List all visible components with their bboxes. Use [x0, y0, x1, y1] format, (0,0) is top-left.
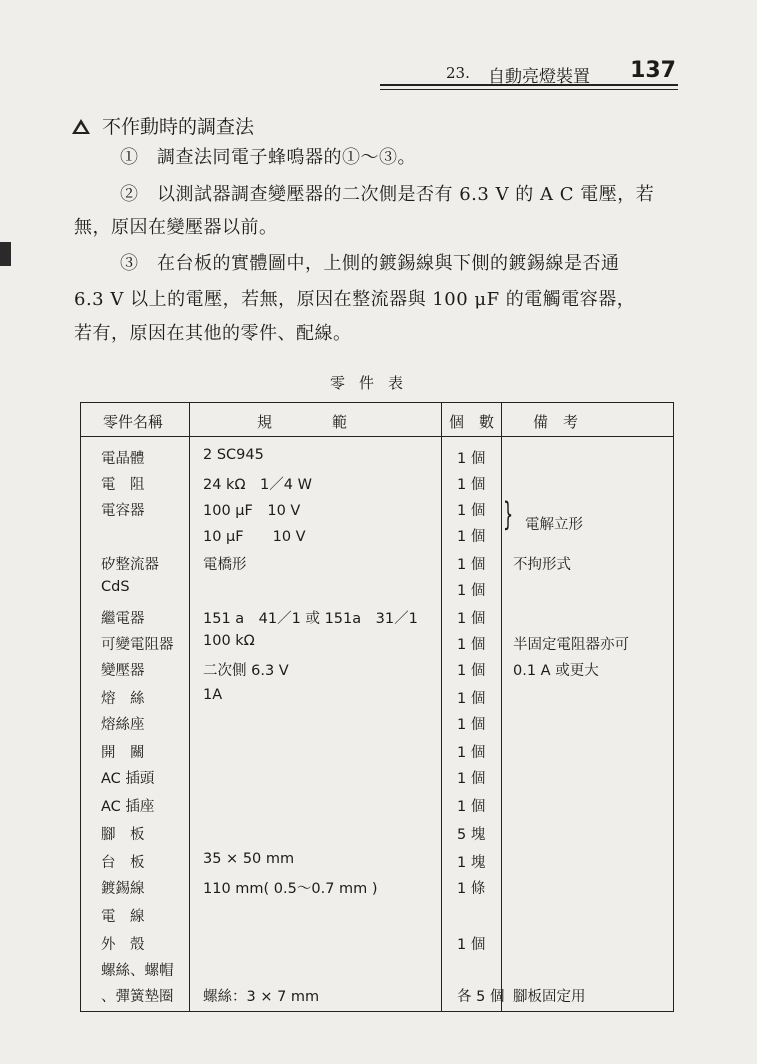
- row-name: 電 阻: [101, 477, 145, 493]
- row-qty: 1 條: [457, 881, 486, 897]
- row-name: 、彈簧墊圈: [101, 989, 174, 1005]
- row-qty: 1 個: [457, 637, 486, 653]
- chapter-title: 自動亮燈裝置: [488, 67, 590, 87]
- running-header: [380, 58, 678, 88]
- row-note: 0.1 A 或更大: [513, 663, 599, 679]
- row-name: 矽整流器: [101, 557, 159, 573]
- header-qty: 個 數: [449, 413, 495, 431]
- row-note: 半固定電阻器亦可: [513, 637, 629, 653]
- row-qty: 1 個: [457, 451, 486, 467]
- binding-mark: [0, 242, 11, 266]
- row-spec: 二次側 6.3 V: [203, 663, 289, 679]
- table-header-rule: [81, 436, 673, 437]
- table-divider: [441, 403, 442, 1011]
- row-note: 不拘形式: [513, 557, 571, 573]
- row-name: 鍍錫線: [101, 881, 145, 897]
- row-name: 電容器: [101, 503, 145, 519]
- header-rule: [380, 84, 678, 90]
- row-spec: 110 mm( 0.5～0.7 mm ): [203, 881, 378, 897]
- parts-table: [80, 402, 674, 1012]
- row-name: AC 插頭: [101, 771, 155, 787]
- row-name: 熔 絲: [101, 691, 145, 707]
- chapter-number: 23.: [446, 64, 470, 82]
- row-spec: 2 SC945: [203, 447, 264, 463]
- row-qty: 1 個: [457, 529, 486, 545]
- row-qty: 1 個: [457, 477, 486, 493]
- row-qty: 5 塊: [457, 827, 486, 843]
- row-spec: 螺絲：3 × 7 mm: [203, 989, 320, 1005]
- brace-note: 電解立形: [525, 517, 583, 533]
- row-spec: 35 × 50 mm: [203, 851, 295, 867]
- row-qty: 1 個: [457, 557, 486, 573]
- header-note: 備 考: [533, 413, 579, 431]
- row-spec: 10 μF 10 V: [203, 529, 306, 545]
- row-spec: 電橋形: [203, 557, 247, 573]
- row-name: 可變電阻器: [101, 637, 174, 653]
- paragraph-step-2-line-1: ② 以測試器調查變壓器的二次側是否有 6.3 V 的 A C 電壓，若: [120, 184, 655, 205]
- paragraph-step-3-line-2: 6.3 V 以上的電壓，若無，原因在整流器與 100 μF 的電觸電容器，: [74, 289, 636, 310]
- row-spec: 100 kΩ: [203, 633, 255, 649]
- row-name: 變壓器: [101, 663, 145, 679]
- row-qty: 1 個: [457, 663, 486, 679]
- row-qty: 1 個: [457, 937, 486, 953]
- section-heading-text: 不作動時的調查法: [102, 116, 255, 138]
- row-name: 螺絲、螺帽: [101, 963, 174, 979]
- row-qty: 1 個: [457, 799, 486, 815]
- row-name: 電晶體: [101, 451, 145, 467]
- section-heading: [72, 112, 254, 139]
- row-qty: 1 塊: [457, 855, 486, 871]
- paragraph-step-3-line-1: ③ 在台板的實體圖中，上側的鍍錫線與下側的鍍錫線是否通: [120, 253, 620, 274]
- row-spec: 1A: [203, 687, 223, 703]
- brace-icon: }: [503, 495, 514, 533]
- row-name: AC 插座: [101, 799, 155, 815]
- row-qty: 1 個: [457, 503, 486, 519]
- table-title: 零件表: [330, 374, 418, 392]
- header-spec: 規 範: [257, 413, 348, 431]
- row-note: 腳板固定用: [513, 989, 586, 1005]
- row-name: 外 殼: [101, 937, 145, 953]
- row-qty: 1 個: [457, 771, 486, 787]
- header-name: 零件名稱: [103, 413, 164, 431]
- triangle-icon: [72, 119, 90, 134]
- row-name: 開 關: [101, 745, 145, 761]
- table-divider: [189, 403, 190, 1011]
- row-qty: 1 個: [457, 691, 486, 707]
- row-qty: 1 個: [457, 611, 486, 627]
- row-name: 台 板: [101, 855, 145, 871]
- paragraph-step-1: ① 調查法同電子蜂鳴器的①～③。: [120, 147, 416, 168]
- row-qty: 1 個: [457, 583, 486, 599]
- row-name: 電 線: [101, 909, 145, 925]
- row-qty: 各 5 個: [457, 989, 505, 1005]
- row-spec: 151 a 41／1 或 151a 31／1: [203, 611, 418, 627]
- row-name: 腳 板: [101, 827, 145, 843]
- row-name: 繼電器: [101, 611, 145, 627]
- row-qty: 1 個: [457, 745, 486, 761]
- row-spec: 100 μF 10 V: [203, 503, 301, 519]
- row-spec: 24 kΩ 1／4 W: [203, 477, 312, 493]
- page-number: 137: [630, 58, 676, 83]
- row-name: CdS: [101, 579, 130, 595]
- row-name: 熔絲座: [101, 717, 145, 733]
- paragraph-step-2-line-2: 無，原因在變壓器以前。: [74, 217, 278, 238]
- table-divider: [501, 403, 502, 1011]
- paragraph-step-3-line-3: 若有，原因在其他的零件、配線。: [74, 323, 352, 344]
- row-qty: 1 個: [457, 717, 486, 733]
